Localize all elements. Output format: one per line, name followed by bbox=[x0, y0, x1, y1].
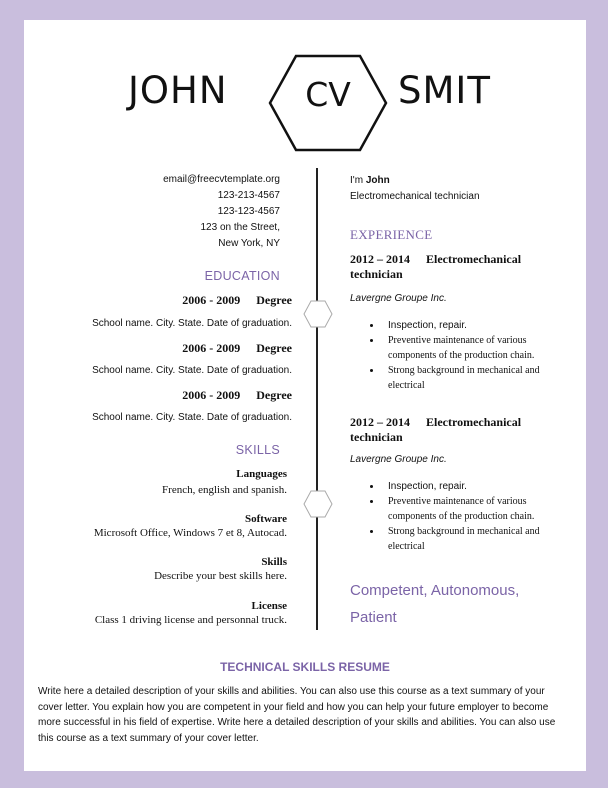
skill-text: Class 1 driving license and personnal truck. bbox=[94, 614, 287, 626]
job-title bbox=[350, 415, 521, 445]
education-detail: School name. City. State. Date of graduation. bbox=[92, 365, 292, 376]
qualities-line-2: Patient bbox=[350, 609, 397, 626]
vertical-divider bbox=[316, 168, 318, 630]
job-company: Lavergne Groupe Inc. bbox=[350, 293, 447, 304]
contact-email[interactable]: email@freecvtemplate.org bbox=[163, 174, 280, 185]
job-bullet: • Preventive maintenance of various components of the production chain. bbox=[382, 494, 570, 524]
job-period: 2012 – 2014 bbox=[350, 415, 410, 429]
skill-label: Skills bbox=[261, 556, 287, 568]
skill-text: Microsoft Office, Windows 7 et 8, Autocad. bbox=[93, 527, 287, 539]
job-bullet: • Preventive maintenance of various components of the production chain. bbox=[382, 333, 570, 363]
job-company: Lavergne Groupe Inc. bbox=[350, 454, 447, 465]
education-period: 2006 - 2009 bbox=[182, 388, 241, 402]
education-degree: Degree bbox=[256, 341, 292, 355]
contact-phone-1: 123-213-4567 bbox=[217, 190, 280, 201]
education-entry-1-heading bbox=[182, 293, 292, 308]
intro-prefix: I'm bbox=[350, 175, 364, 186]
job-title-line2: technician bbox=[350, 267, 403, 281]
contact-city: New York, NY bbox=[218, 238, 280, 249]
education-period: 2006 - 2009 bbox=[182, 341, 241, 355]
education-entry-3-heading bbox=[182, 388, 292, 403]
job-title bbox=[350, 252, 521, 282]
job-title-line2: technician bbox=[350, 430, 403, 444]
cv-badge: CV bbox=[305, 75, 351, 114]
skill-label: Software bbox=[245, 513, 287, 525]
job-title-line1: Electromechanical bbox=[426, 252, 522, 266]
job-bullet: • Strong background in mechanical and electrical bbox=[382, 524, 570, 554]
job-bullets bbox=[350, 479, 570, 554]
summary-text: Write here a detailed description of your skills and abilities. You can also use this course as a text summary of your cover letter. You explain how you are competent in your field and how you can help your future employer to become more successful in his field of expertise. Write here a detailed description of your skills and abilities. You can also use this course as a text summary of your cover letter. bbox=[38, 686, 556, 744]
experience-heading: EXPERIENCE bbox=[350, 227, 433, 242]
skill-label: License bbox=[251, 600, 287, 612]
skill-label: Languages bbox=[236, 468, 287, 480]
education-heading: EDUCATION bbox=[204, 269, 280, 283]
summary-heading: TECHNICAL SKILLS RESUME bbox=[220, 660, 390, 674]
intro-role: Electromechanical technician bbox=[350, 191, 480, 202]
hexagon-marker-icon bbox=[303, 490, 333, 518]
skill-text: Describe your best skills here. bbox=[154, 570, 287, 582]
skill-text: French, english and spanish. bbox=[162, 484, 287, 496]
contact-street: 123 on the Street, bbox=[200, 222, 280, 233]
education-degree: Degree bbox=[256, 293, 292, 307]
qualities-line-1: Competent, Autonomous, bbox=[350, 582, 520, 599]
first-name: JOHN bbox=[128, 69, 228, 112]
education-degree: Degree bbox=[256, 388, 292, 402]
intro-name: John bbox=[365, 175, 390, 186]
education-detail: School name. City. State. Date of graduation. bbox=[92, 318, 292, 329]
contact-phone-2: 123-123-4567 bbox=[217, 206, 280, 217]
last-name: SMIT bbox=[398, 69, 491, 112]
qualities-block bbox=[350, 577, 519, 631]
intro-block bbox=[350, 173, 480, 205]
contact-block bbox=[163, 172, 280, 252]
job-bullet: • Strong background in mechanical and electrical bbox=[382, 363, 570, 393]
job-bullet: • Inspection, repair. bbox=[382, 479, 570, 494]
education-entry-2-heading bbox=[182, 341, 292, 356]
job-bullets bbox=[350, 318, 570, 393]
skills-heading: SKILLS bbox=[235, 443, 280, 457]
resume-page bbox=[24, 20, 586, 771]
education-period: 2006 - 2009 bbox=[182, 293, 241, 307]
hexagon-marker-icon bbox=[303, 300, 333, 328]
job-title-line1: Electromechanical bbox=[426, 415, 522, 429]
job-period: 2012 – 2014 bbox=[350, 252, 410, 266]
job-bullet: • Inspection, repair. bbox=[382, 318, 570, 333]
education-detail: School name. City. State. Date of graduation. bbox=[92, 412, 292, 423]
